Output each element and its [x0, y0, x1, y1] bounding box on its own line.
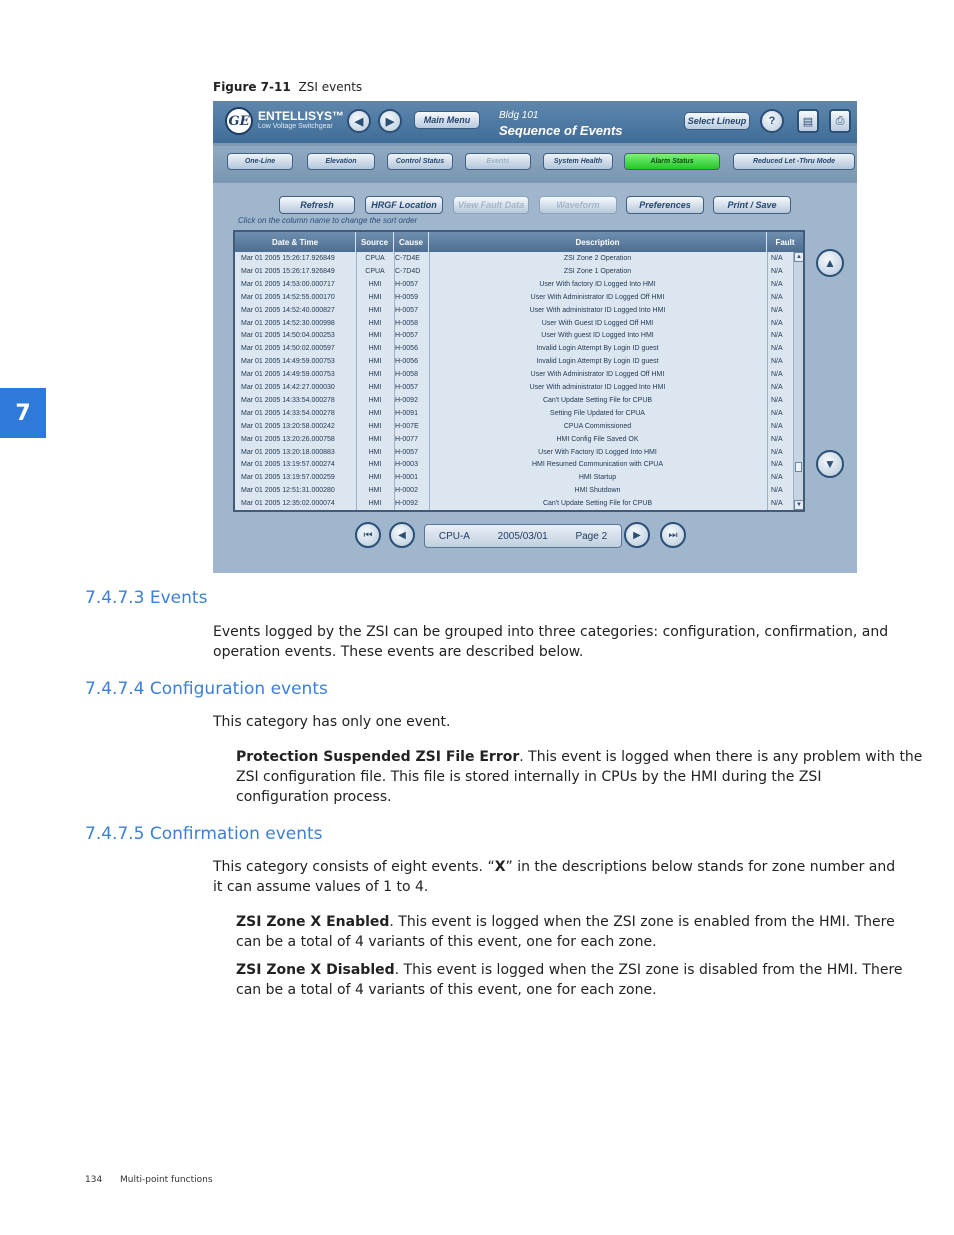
- cell-description: User With administrator ID Logged Into HMI: [529, 306, 666, 314]
- table-row[interactable]: [235, 291, 793, 304]
- cell-cause: H-0092: [395, 396, 418, 404]
- cell-description: Setting File Updated for CPUA: [550, 409, 645, 417]
- cell-fault: N/A: [771, 345, 783, 353]
- cell-fault: N/A: [771, 293, 783, 301]
- last-page-button[interactable]: [660, 522, 686, 548]
- arrow-left-icon: ◀: [398, 529, 406, 541]
- cell-source: HMI: [368, 487, 382, 495]
- table-row[interactable]: [235, 458, 793, 471]
- skip-first-icon: ⏮: [363, 529, 373, 541]
- cell-source: HMI: [368, 500, 382, 508]
- config-item-line-2: ZSI configuration file. This file is stored internally in CPUs by the HMI during the ZSI: [236, 769, 822, 785]
- tab-alarm-status[interactable]: Alarm Status: [624, 153, 720, 170]
- cell-date-time: Mar 01 2005 15:26:17.926849: [241, 255, 335, 262]
- arrow-right-icon: ▶: [633, 529, 641, 541]
- cell-fault: N/A: [771, 422, 783, 430]
- prev-page-button[interactable]: [389, 522, 415, 548]
- cell-date-time: Mar 01 2005 14:50:02.000597: [241, 345, 335, 353]
- zone-enabled-title: ZSI Zone X Enabled: [236, 914, 390, 930]
- figure-label: Figure 7-11: [213, 80, 291, 94]
- cell-date-time: Mar 01 2005 12:51:31.000280: [241, 487, 335, 495]
- arrow-left-icon: ◀: [354, 115, 364, 128]
- table-row[interactable]: [235, 446, 793, 459]
- first-page-button[interactable]: [355, 522, 381, 548]
- screen-title: Sequence of Events: [499, 123, 623, 138]
- cell-description: User With guest ID Logged Into HMI: [541, 332, 654, 340]
- cell-description: User With Guest ID Logged Off HMI: [541, 319, 654, 327]
- print-button[interactable]: [829, 109, 851, 133]
- cell-date-time: Mar 01 2005 12:35:02.000074: [241, 500, 335, 508]
- zone-disabled-item: [236, 960, 903, 1000]
- cell-source: CPUA: [365, 255, 385, 262]
- tab-one-line[interactable]: One-Line: [227, 153, 293, 170]
- config-item-title: Protection Suspended ZSI File Error: [236, 749, 520, 765]
- zone-enabled-line-2: can be a total of 4 variants of this event, one for each zone.: [236, 934, 657, 950]
- question-icon: ?: [768, 115, 776, 127]
- events-paragraph: [213, 622, 888, 662]
- cell-description: HMI Resumed Communication with CPUA: [531, 461, 664, 469]
- printer-icon: ⎙: [835, 114, 845, 127]
- cell-description: User With Factory ID Logged Into HMI: [538, 448, 657, 456]
- table-row[interactable]: [235, 381, 793, 394]
- confirm-line-2: it can assume values of 1 to 4.: [213, 879, 429, 895]
- main-menu-button[interactable]: Main Menu: [414, 111, 480, 129]
- events-line-1: Events logged by the ZSI can be grouped into three categories: configuration, confirmation, and: [213, 624, 889, 640]
- column-description[interactable]: Description: [429, 232, 767, 252]
- cell-date-time: Mar 01 2005 13:19:57.000259: [241, 474, 335, 482]
- figure-title: ZSI events: [298, 80, 363, 94]
- zone-disabled-line-2: can be a total of 4 variants of this event, one for each zone.: [236, 982, 657, 998]
- cell-date-time: Mar 01 2005 14:50:04.000253: [241, 332, 335, 340]
- events-table: [233, 230, 805, 512]
- cell-date-time: Mar 01 2005 14:52:55.000170: [241, 293, 335, 301]
- cell-cause: H-0001: [395, 474, 418, 482]
- cell-date-time: Mar 01 2005 13:20:18.000883: [241, 448, 335, 456]
- cell-date-time: Mar 01 2005 14:42:27.000030: [241, 384, 335, 391]
- zone-disabled-title: ZSI Zone X Disabled: [236, 962, 395, 978]
- tab-elevation[interactable]: Elevation: [307, 153, 375, 170]
- table-row[interactable]: [235, 278, 793, 291]
- next-page-button[interactable]: [624, 522, 650, 548]
- cell-date-time: Mar 01 2005 15:26:17.926849: [241, 267, 335, 275]
- config-item-line-1: . This event is logged when there is any problem with the: [519, 749, 923, 765]
- chapter-tab: 7: [0, 388, 46, 438]
- preferences-button[interactable]: Preferences: [626, 196, 704, 214]
- cell-fault: N/A: [771, 371, 783, 379]
- confirm-line-1a: This category consists of eight events. “: [213, 859, 495, 875]
- scroll-down-arrow-icon[interactable]: ▼: [794, 500, 804, 510]
- cell-fault: N/A: [771, 384, 783, 391]
- cell-date-time: Mar 01 2005 14:53:00.000717: [241, 280, 335, 288]
- table-row[interactable]: [235, 394, 793, 407]
- column-date-time[interactable]: Date & Time: [235, 232, 356, 252]
- table-row[interactable]: [235, 368, 793, 381]
- column-cause[interactable]: Cause: [394, 232, 429, 252]
- cell-date-time: Mar 01 2005 14:52:40.000827: [241, 306, 335, 314]
- clipboard-button[interactable]: [797, 109, 819, 133]
- table-body: [235, 252, 793, 510]
- cell-fault: N/A: [771, 396, 783, 404]
- cell-source: HMI: [368, 293, 382, 301]
- cell-cause: H-0091: [395, 409, 418, 417]
- cell-cause: H-007E: [395, 422, 419, 430]
- cell-cause: H-0092: [395, 500, 418, 508]
- table-header: [235, 232, 803, 252]
- scroll-up-arrow-icon[interactable]: ▲: [794, 252, 804, 262]
- nav-bar: [213, 146, 857, 182]
- brand-subtitle: Low Voltage Switchgear: [258, 123, 333, 130]
- table-row[interactable]: [235, 252, 793, 265]
- table-row[interactable]: [235, 355, 793, 368]
- select-lineup-button[interactable]: Select Lineup: [684, 112, 750, 130]
- cell-source: HMI: [368, 422, 382, 430]
- cell-description: User With Administrator ID Logged Off HMI: [530, 371, 665, 379]
- tab-system-health[interactable]: System Health: [543, 153, 613, 170]
- cell-description: ZSI Zone 2 Operation: [563, 255, 632, 262]
- cell-fault: N/A: [771, 280, 783, 288]
- sort-hint: Click on the column name to change the sort order: [238, 216, 418, 225]
- config-item: [236, 747, 922, 807]
- cell-date-time: Mar 01 2005 14:49:59.000753: [241, 358, 335, 366]
- print-save-button[interactable]: Print / Save: [713, 196, 791, 214]
- cell-source: HMI: [368, 474, 382, 482]
- page-down-button[interactable]: [816, 450, 844, 478]
- skip-last-icon: ⏭: [668, 529, 678, 541]
- confirm-line-1b: ” in the descriptions below stands for zone number and: [505, 859, 896, 875]
- help-button[interactable]: [760, 109, 784, 133]
- table-row[interactable]: [235, 407, 793, 420]
- cell-source: HMI: [368, 384, 382, 391]
- cell-description: Invalid Login Attempt By Login ID guest: [536, 358, 659, 366]
- table-row[interactable]: [235, 433, 793, 446]
- table-scrollbar[interactable]: [793, 252, 804, 510]
- cell-source: HMI: [368, 461, 382, 469]
- cell-cause: H-0057: [395, 280, 418, 288]
- cell-fault: N/A: [771, 448, 783, 456]
- zone-enabled-item: [236, 912, 895, 952]
- cell-cause: H-0058: [395, 371, 418, 379]
- heading-confirmation-events: 7.4.7.5 Confirmation events: [85, 824, 323, 844]
- cell-source: HMI: [368, 358, 382, 366]
- cell-date-time: Mar 01 2005 13:20:26.000758: [241, 435, 335, 443]
- cell-description: User With administrator ID Logged Into HMI: [529, 384, 666, 391]
- arrow-right-icon: ▶: [385, 115, 395, 128]
- footer-chapter: Multi-point functions: [120, 1175, 213, 1185]
- column-source[interactable]: Source: [356, 232, 394, 252]
- cell-source: HMI: [368, 409, 382, 417]
- clipboard-icon: ▤: [802, 115, 814, 128]
- cell-date-time: Mar 01 2005 14:33:54.000278: [241, 409, 335, 417]
- cell-description: CPUA Commissioned: [563, 422, 632, 430]
- pager-info: [424, 524, 622, 548]
- cell-description: Can't Update Setting File for CPUB: [542, 396, 653, 404]
- triangle-down-icon: ▼: [824, 457, 836, 471]
- config-item-line-3: configuration process.: [236, 789, 392, 805]
- triangle-up-icon: ▲: [824, 256, 836, 270]
- table-row[interactable]: [235, 329, 793, 342]
- waveform-button[interactable]: Waveform: [539, 196, 617, 214]
- page-up-button[interactable]: [816, 249, 844, 277]
- cell-source: HMI: [368, 371, 382, 379]
- cell-fault: N/A: [771, 267, 783, 275]
- heading-configuration-events: 7.4.7.4 Configuration events: [85, 679, 328, 699]
- cell-cause: C-7D4D: [395, 267, 421, 275]
- cell-cause: H-0057: [395, 448, 418, 456]
- cell-description: HMI Startup: [578, 474, 617, 482]
- hmi-screenshot: [213, 101, 857, 573]
- cell-source: HMI: [368, 332, 382, 340]
- cell-source: HMI: [368, 435, 382, 443]
- events-panel: [213, 183, 857, 573]
- cell-source: HMI: [368, 396, 382, 404]
- cell-fault: N/A: [771, 358, 783, 366]
- cell-description: User With factory ID Logged Into HMI: [539, 280, 656, 288]
- column-fault[interactable]: Fault: [775, 237, 795, 247]
- cell-description: HMI Shutdown: [574, 487, 621, 495]
- forward-button[interactable]: [378, 109, 402, 133]
- scrollbar-thumb[interactable]: [795, 462, 802, 472]
- cell-description: ZSI Zone 1 Operation: [563, 267, 632, 275]
- confirm-x: X: [494, 859, 506, 875]
- tab-reduced-let-thru-mode[interactable]: Reduced Let -Thru Mode: [733, 153, 855, 170]
- table-row[interactable]: [235, 265, 793, 278]
- confirm-paragraph: [213, 857, 895, 897]
- cell-fault: N/A: [771, 500, 783, 508]
- table-row[interactable]: [235, 304, 793, 317]
- table-row[interactable]: [235, 317, 793, 330]
- cell-fault: N/A: [771, 409, 783, 417]
- cell-cause: C-7D4E: [395, 255, 420, 262]
- cell-description: User With Administrator ID Logged Off HMI: [530, 293, 665, 301]
- cell-fault: N/A: [771, 332, 783, 340]
- building-label: Bldg 101: [499, 110, 539, 121]
- events-line-2: operation events. These events are described below.: [213, 644, 584, 660]
- zone-enabled-line-1: . This event is logged when the ZSI zone is enabled from the HMI. There: [389, 914, 895, 930]
- cell-source: HMI: [368, 280, 382, 288]
- table-row[interactable]: [235, 420, 793, 433]
- refresh-button[interactable]: Refresh: [279, 196, 355, 214]
- cell-source: HMI: [368, 306, 382, 314]
- pager-date: 2005/03/01: [497, 530, 548, 542]
- back-button[interactable]: [347, 109, 371, 133]
- cell-fault: N/A: [771, 474, 783, 482]
- cell-source: HMI: [368, 448, 382, 456]
- cell-fault: N/A: [771, 306, 783, 314]
- cell-cause: H-0059: [395, 293, 418, 301]
- pager-cpu: CPU-A: [438, 530, 470, 542]
- table-row[interactable]: [235, 497, 793, 510]
- cell-fault: N/A: [771, 461, 783, 469]
- cell-fault: N/A: [771, 487, 783, 495]
- cell-description: Invalid Login Attempt By Login ID guest: [536, 345, 659, 353]
- view-fault-data-button[interactable]: View Fault Data: [453, 196, 529, 214]
- ge-logo: GE: [225, 107, 253, 135]
- cell-cause: H-0056: [395, 345, 418, 353]
- cell-date-time: Mar 01 2005 14:33:54.000278: [241, 396, 335, 404]
- cell-fault: N/A: [771, 319, 783, 327]
- cell-cause: H-0057: [395, 306, 418, 314]
- tab-events[interactable]: Events: [465, 153, 531, 170]
- brand-name: ENTELLISYS™: [258, 109, 345, 123]
- pager-page: Page 2: [575, 530, 608, 542]
- cell-cause: H-0057: [395, 332, 418, 340]
- cell-date-time: Mar 01 2005 14:49:59.000753: [241, 371, 335, 379]
- cell-date-time: Mar 01 2005 14:52:30.000998: [241, 319, 335, 327]
- zone-disabled-line-1: . This event is logged when the ZSI zone is disabled from the HMI. There: [394, 962, 903, 978]
- cell-cause: H-0002: [395, 487, 418, 495]
- cell-source: CPUA: [365, 267, 385, 275]
- cell-cause: H-0058: [395, 319, 418, 327]
- cell-date-time: Mar 01 2005 13:20:58.000242: [241, 422, 335, 430]
- cell-source: HMI: [368, 345, 382, 353]
- cell-cause: H-0056: [395, 358, 418, 366]
- cell-cause: H-0077: [395, 435, 418, 443]
- hrgf-location-button[interactable]: HRGF Location: [365, 196, 443, 214]
- table-row[interactable]: [235, 342, 793, 355]
- cell-description: HMI Config File Saved OK: [556, 435, 639, 443]
- figure-caption: [213, 80, 362, 94]
- heading-events: 7.4.7.3 Events: [85, 588, 208, 608]
- hmi-header: [213, 101, 857, 143]
- table-row[interactable]: [235, 471, 793, 484]
- cell-fault: N/A: [771, 255, 783, 262]
- cell-fault: N/A: [771, 435, 783, 443]
- page-number: 134: [85, 1175, 103, 1185]
- tab-control-status[interactable]: Control Status: [387, 153, 453, 170]
- cell-cause: H-0057: [395, 384, 418, 391]
- cell-date-time: Mar 01 2005 13:19:57.000274: [241, 461, 335, 469]
- config-paragraph: This category has only one event.: [213, 714, 451, 730]
- table-row[interactable]: [235, 484, 793, 497]
- cell-description: Can't Update Setting File for CPUB: [542, 500, 653, 508]
- cell-cause: H-0003: [395, 461, 418, 469]
- cell-source: HMI: [368, 319, 382, 327]
